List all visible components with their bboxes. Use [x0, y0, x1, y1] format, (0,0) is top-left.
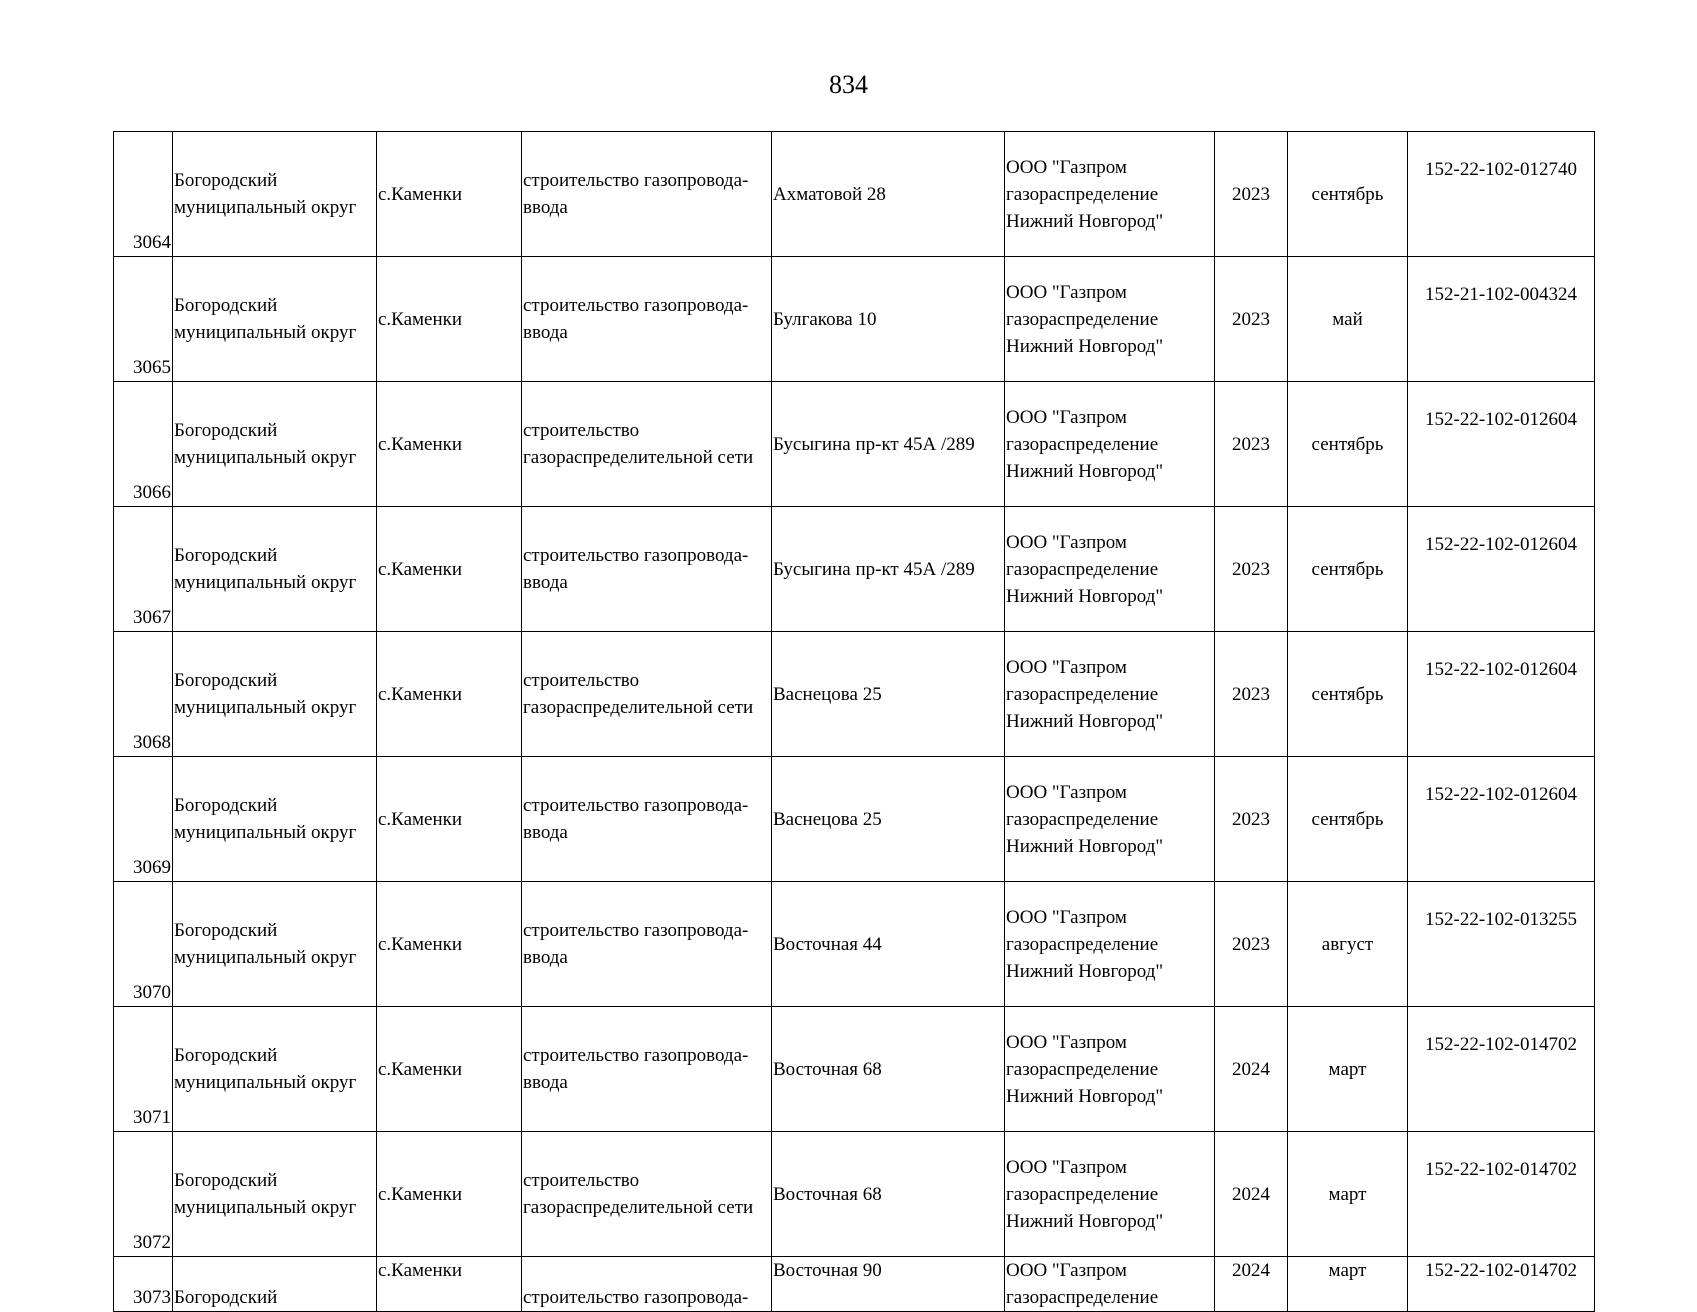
row-number-cell-text: 3068: [133, 732, 171, 753]
month-cell-text: сентябрь: [1311, 808, 1384, 830]
settlement-cell-text: с.Каменки: [378, 933, 463, 955]
district-cell-line: Богородский: [174, 1170, 278, 1191]
table-row: [114, 1132, 1595, 1257]
contract-code-cell-text: 152-22-102-012604: [1425, 784, 1577, 805]
organization-cell: [1005, 382, 1215, 507]
district-cell-line: муниципальный округ: [174, 1197, 357, 1218]
organization-cell: [1005, 632, 1215, 757]
organization-cell: [1005, 132, 1215, 257]
contract-code-cell-text: 152-22-102-012604: [1425, 409, 1577, 430]
contract-code-cell: [1408, 757, 1595, 882]
settlement-cell: [377, 1132, 522, 1257]
work-type-cell: [522, 257, 772, 382]
work-type-cell: [522, 882, 772, 1007]
row-number-cell: [114, 1132, 173, 1257]
contract-code-cell-text: 152-22-102-014702: [1425, 1260, 1577, 1281]
contract-code-cell-text: 152-21-102-004324: [1425, 284, 1577, 305]
district-cell-line: Богородский: [174, 1287, 278, 1308]
organization-cell: [1005, 1007, 1215, 1132]
row-number-cell-text: 3064: [133, 232, 171, 253]
organization-cell-line: газораспределение: [1006, 1287, 1159, 1308]
organization-cell-line: газораспределение: [1006, 183, 1159, 205]
year-cell: [1215, 632, 1288, 757]
work-type-cell-line: ввода: [523, 572, 568, 593]
month-cell: [1288, 382, 1408, 507]
district-cell-line: Богородский: [174, 670, 278, 691]
settlement-cell: [377, 882, 522, 1007]
row-number-cell: [114, 757, 173, 882]
address-cell-text: Васнецова 25: [773, 683, 882, 705]
work-type-cell-line: строительство газопровода-: [523, 920, 749, 941]
address-cell: [772, 882, 1005, 1007]
settlement-cell-text: с.Каменки: [378, 183, 463, 205]
year-cell-text: 2023: [1232, 808, 1270, 830]
address-cell-text: Васнецова 25: [773, 808, 882, 830]
organization-cell-line: газораспределение: [1006, 308, 1159, 330]
organization-cell-line: ООО "Газпром: [1006, 156, 1127, 178]
contract-code-cell-text: 152-22-102-013255: [1425, 909, 1577, 930]
address-cell: [772, 507, 1005, 632]
year-cell: [1215, 257, 1288, 382]
work-type-cell: [522, 1257, 772, 1312]
year-cell: [1215, 382, 1288, 507]
work-type-cell-line: газораспределительной сети: [523, 1197, 754, 1218]
month-cell-text: сентябрь: [1311, 558, 1384, 580]
work-type-cell-line: строительство газопровода-: [523, 1287, 749, 1308]
organization-cell-line: газораспределение: [1006, 1183, 1159, 1205]
district-cell-line: муниципальный округ: [174, 1072, 357, 1093]
work-type-cell-line: ввода: [523, 947, 568, 968]
row-number-cell-text: 3072: [133, 1232, 171, 1253]
contract-code-cell: [1408, 1132, 1595, 1257]
row-number-cell: [114, 632, 173, 757]
table-row: [114, 257, 1595, 382]
year-cell-text: 2023: [1232, 183, 1270, 205]
district-cell-line: муниципальный округ: [174, 697, 357, 718]
row-number-cell-text: 3069: [133, 857, 171, 878]
organization-cell-line: Нижний Новгород": [1006, 960, 1164, 982]
organization-cell-line: ООО "Газпром: [1006, 906, 1127, 928]
district-cell: [173, 1132, 377, 1257]
contract-code-cell: [1408, 132, 1595, 257]
month-cell: [1288, 1132, 1408, 1257]
year-cell-text: 2024: [1232, 1058, 1270, 1080]
year-cell-text: 2024: [1232, 1183, 1270, 1205]
work-type-cell-line: газораспределительной сети: [523, 447, 754, 468]
address-cell-text: Бусыгина пр-кт 45А /289: [773, 433, 975, 455]
settlement-cell: [377, 1007, 522, 1132]
month-cell: [1288, 882, 1408, 1007]
district-cell-line: муниципальный округ: [174, 322, 357, 343]
contract-code-cell: [1408, 1257, 1595, 1312]
address-cell-text: Восточная 68: [773, 1183, 882, 1205]
address-cell: [772, 632, 1005, 757]
address-cell: [772, 257, 1005, 382]
settlement-cell: [377, 507, 522, 632]
work-type-cell-line: ввода: [523, 322, 568, 343]
settlement-cell: [377, 382, 522, 507]
district-cell-line: Богородский: [174, 420, 278, 441]
settlement-cell-text: с.Каменки: [378, 1183, 463, 1205]
district-cell-line: Богородский: [174, 920, 278, 941]
settlement-cell: [377, 757, 522, 882]
settlement-cell: [377, 257, 522, 382]
organization-cell-line: Нижний Новгород": [1006, 710, 1164, 732]
work-type-cell-line: ввода: [523, 197, 568, 218]
work-type-cell-line: строительство: [523, 420, 640, 441]
district-cell-line: Богородский: [174, 545, 278, 566]
table-row: [114, 757, 1595, 882]
organization-cell-line: ООО "Газпром: [1006, 406, 1127, 428]
organization-cell-line: ООО "Газпром: [1006, 781, 1127, 803]
district-cell: [173, 1007, 377, 1132]
month-cell-text: сентябрь: [1311, 433, 1384, 455]
month-cell: [1288, 632, 1408, 757]
district-cell: [173, 132, 377, 257]
organization-cell: [1005, 757, 1215, 882]
row-number-cell: [114, 882, 173, 1007]
work-type-cell: [522, 1132, 772, 1257]
contract-code-cell-text: 152-22-102-012604: [1425, 659, 1577, 680]
work-type-cell-line: строительство: [523, 670, 640, 691]
contract-code-cell: [1408, 1007, 1595, 1132]
table-row: [114, 1257, 1595, 1312]
district-cell-line: Богородский: [174, 1045, 278, 1066]
work-type-cell-line: строительство газопровода-: [523, 170, 749, 191]
district-cell: [173, 507, 377, 632]
year-cell-text: 2023: [1232, 933, 1270, 955]
table-row: [114, 132, 1595, 257]
work-type-cell: [522, 632, 772, 757]
organization-cell-line: Нижний Новгород": [1006, 1210, 1164, 1232]
settlement-cell-text: с.Каменки: [378, 1058, 463, 1080]
year-cell: [1215, 132, 1288, 257]
address-cell-text: Восточная 90: [773, 1260, 882, 1281]
district-cell: [173, 632, 377, 757]
organization-cell-line: ООО "Газпром: [1006, 1156, 1127, 1178]
address-cell: [772, 757, 1005, 882]
organization-cell-line: газораспределение: [1006, 808, 1159, 830]
district-cell-line: муниципальный округ: [174, 947, 357, 968]
row-number-cell-text: 3065: [133, 357, 171, 378]
district-cell-line: муниципальный округ: [174, 822, 357, 843]
district-cell: [173, 757, 377, 882]
district-cell-line: Богородский: [174, 170, 278, 191]
address-cell: [772, 132, 1005, 257]
settlement-cell: [377, 1257, 522, 1312]
table-row: [114, 632, 1595, 757]
table-row: [114, 382, 1595, 507]
row-number-cell: [114, 132, 173, 257]
organization-cell-line: Нижний Новгород": [1006, 460, 1164, 482]
organization-cell: [1005, 1257, 1215, 1312]
row-number-cell-text: 3066: [133, 482, 171, 503]
organization-cell-line: ООО "Газпром: [1006, 281, 1127, 303]
register-body: [114, 132, 1595, 1312]
row-number-cell: [114, 507, 173, 632]
organization-cell: [1005, 507, 1215, 632]
address-cell: [772, 1007, 1005, 1132]
year-cell: [1215, 757, 1288, 882]
work-type-cell-line: строительство газопровода-: [523, 545, 749, 566]
row-number-cell-text: 3067: [133, 607, 171, 628]
district-cell-line: муниципальный округ: [174, 447, 357, 468]
month-cell: [1288, 1257, 1408, 1312]
organization-cell-line: газораспределение: [1006, 683, 1159, 705]
month-cell: [1288, 1007, 1408, 1132]
year-cell-text: 2023: [1232, 433, 1270, 455]
row-number-cell-text: 3071: [133, 1107, 171, 1128]
table-row: [114, 882, 1595, 1007]
organization-cell-line: ООО "Газпром: [1006, 531, 1127, 553]
organization-cell-line: Нижний Новгород": [1006, 335, 1164, 357]
contract-code-cell-text: 152-22-102-012740: [1425, 159, 1577, 180]
month-cell: [1288, 132, 1408, 257]
district-cell-line: муниципальный округ: [174, 572, 357, 593]
work-type-cell: [522, 382, 772, 507]
settlement-cell-text: с.Каменки: [378, 308, 463, 330]
row-number-cell: [114, 257, 173, 382]
address-cell-text: Ахматовой 28: [773, 183, 886, 205]
work-type-cell: [522, 132, 772, 257]
settlement-cell-text: с.Каменки: [378, 808, 463, 830]
organization-cell: [1005, 257, 1215, 382]
address-cell: [772, 1257, 1005, 1312]
year-cell-text: 2024: [1232, 1260, 1270, 1281]
organization-cell-line: ООО "Газпром: [1006, 1031, 1127, 1053]
year-cell: [1215, 1007, 1288, 1132]
address-cell: [772, 382, 1005, 507]
month-cell-text: май: [1332, 308, 1363, 330]
month-cell: [1288, 257, 1408, 382]
contract-code-cell: [1408, 507, 1595, 632]
work-type-cell-line: газораспределительной сети: [523, 697, 754, 718]
month-cell: [1288, 507, 1408, 632]
address-cell-text: Восточная 44: [773, 933, 882, 955]
contract-code-cell: [1408, 882, 1595, 1007]
work-type-cell-line: ввода: [523, 1072, 568, 1093]
district-cell-line: муниципальный округ: [174, 197, 357, 218]
row-number-cell-text: 3073: [133, 1287, 171, 1308]
contract-code-cell: [1408, 632, 1595, 757]
organization-cell-line: газораспределение: [1006, 558, 1159, 580]
contract-code-cell-text: 152-22-102-012604: [1425, 534, 1577, 555]
organization-cell-line: газораспределение: [1006, 1058, 1159, 1080]
work-type-cell: [522, 507, 772, 632]
organization-cell-line: Нижний Новгород": [1006, 1085, 1164, 1107]
year-cell-text: 2023: [1232, 308, 1270, 330]
contract-code-cell: [1408, 257, 1595, 382]
table-row: [114, 507, 1595, 632]
work-type-cell: [522, 1007, 772, 1132]
page-number: 834: [829, 70, 868, 99]
organization-cell-line: Нижний Новгород": [1006, 585, 1164, 607]
district-cell-line: Богородский: [174, 795, 278, 816]
address-cell: [772, 1132, 1005, 1257]
settlement-cell-text: с.Каменки: [378, 558, 463, 580]
organization-cell-line: Нижний Новгород": [1006, 210, 1164, 232]
district-cell: [173, 257, 377, 382]
contract-code-cell-text: 152-22-102-014702: [1425, 1034, 1577, 1055]
district-cell-line: Богородский: [174, 295, 278, 316]
year-cell: [1215, 507, 1288, 632]
settlement-cell: [377, 632, 522, 757]
address-cell-text: Булгакова 10: [773, 308, 877, 330]
year-cell-text: 2023: [1232, 683, 1270, 705]
month-cell-text: август: [1321, 933, 1374, 955]
contract-code-cell: [1408, 382, 1595, 507]
contract-code-cell-text: 152-22-102-014702: [1425, 1159, 1577, 1180]
organization-cell: [1005, 882, 1215, 1007]
settlement-cell: [377, 132, 522, 257]
district-cell: [173, 382, 377, 507]
organization-cell-line: ООО "Газпром: [1006, 1260, 1127, 1281]
organization-cell-line: газораспределение: [1006, 433, 1159, 455]
work-type-cell-line: строительство газопровода-: [523, 295, 749, 316]
year-cell: [1215, 882, 1288, 1007]
month-cell-text: сентябрь: [1311, 183, 1384, 205]
month-cell-text: сентябрь: [1311, 683, 1384, 705]
row-number-cell: [114, 382, 173, 507]
row-number-cell: [114, 1007, 173, 1132]
year-cell: [1215, 1257, 1288, 1312]
organization-cell-line: газораспределение: [1006, 933, 1159, 955]
year-cell: [1215, 1132, 1288, 1257]
organization-cell-line: ООО "Газпром: [1006, 656, 1127, 678]
work-type-cell-line: строительство газопровода-: [523, 1045, 749, 1066]
organization-cell-line: Нижний Новгород": [1006, 835, 1164, 857]
settlement-cell-text: с.Каменки: [378, 683, 463, 705]
month-cell-text: март: [1328, 1058, 1367, 1080]
work-type-cell-line: строительство газопровода-: [523, 795, 749, 816]
month-cell: [1288, 757, 1408, 882]
organization-cell: [1005, 1132, 1215, 1257]
year-cell-text: 2023: [1232, 558, 1270, 580]
row-number-cell: [114, 1257, 173, 1312]
work-type-cell: [522, 757, 772, 882]
work-type-cell-line: ввода: [523, 822, 568, 843]
settlement-cell-text: с.Каменки: [378, 1260, 463, 1281]
work-type-cell-line: строительство: [523, 1170, 640, 1191]
district-cell: [173, 882, 377, 1007]
district-cell: [173, 1257, 377, 1312]
row-number-cell-text: 3070: [133, 982, 171, 1003]
gasification-register-table: [113, 131, 1595, 1312]
address-cell-text: Бусыгина пр-кт 45А /289: [773, 558, 975, 580]
month-cell-text: март: [1328, 1183, 1367, 1205]
settlement-cell-text: с.Каменки: [378, 433, 463, 455]
month-cell-text: март: [1328, 1260, 1367, 1281]
address-cell-text: Восточная 68: [773, 1058, 882, 1080]
table-row: [114, 1007, 1595, 1132]
